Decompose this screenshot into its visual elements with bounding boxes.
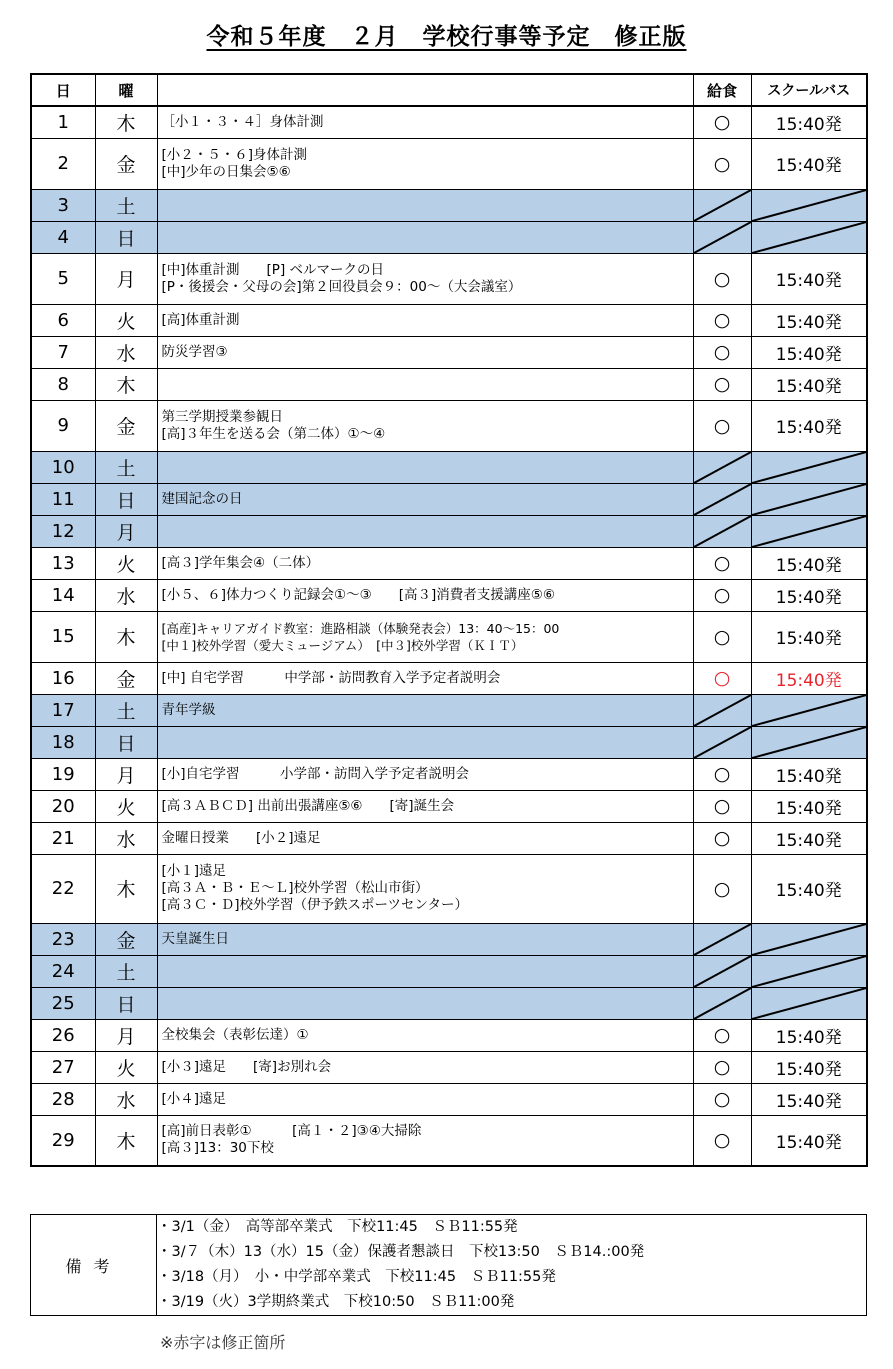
bus-departure: 15:40発 [751, 822, 867, 854]
schedule-row [31, 758, 867, 790]
diagonal-slash-icon [694, 727, 751, 758]
header-row [31, 74, 867, 106]
bus-none-slash [751, 955, 867, 987]
lunch-none-slash [693, 451, 751, 483]
event-cell [157, 923, 693, 955]
lunch-none-slash [693, 515, 751, 547]
event-line: [高]前日表彰① [高１・２]③④大掃除 [161, 1123, 422, 1140]
event-cell [157, 1115, 693, 1166]
schedule-row [31, 662, 867, 694]
lunch-mark: ○ [693, 579, 751, 611]
day-number: 27 [31, 1051, 95, 1083]
schedule-row [31, 368, 867, 400]
diagonal-slash-icon [752, 222, 867, 253]
event-cell [157, 726, 693, 758]
bus-none-slash [751, 694, 867, 726]
lunch-mark: ○ [693, 1115, 751, 1166]
day-number: 10 [31, 451, 95, 483]
schedule-row [31, 336, 867, 368]
day-number: 22 [31, 854, 95, 923]
event-line: 金曜日授業 [小２]遠足 [161, 829, 321, 846]
bus-departure: 15:40発 [751, 758, 867, 790]
weekday: 土 [95, 451, 157, 483]
day-number: 28 [31, 1083, 95, 1115]
schedule-row [31, 987, 867, 1019]
event-line: [小５、６]体力つくり記録会①～③ [高３]消費者支援講座⑤⑥ [161, 586, 555, 603]
schedule-row [31, 253, 867, 304]
bus-departure: 15:40発 [751, 1051, 867, 1083]
day-number: 5 [31, 253, 95, 304]
footnote: ※赤字は修正箇所 [160, 1333, 286, 1352]
lunch-mark: ○ [693, 253, 751, 304]
bus-departure: 15:40発 [751, 368, 867, 400]
weekday: 土 [95, 189, 157, 221]
event-cell [157, 451, 693, 483]
event-line: 建国記念の日 [161, 490, 243, 507]
lunch-mark: ○ [693, 1051, 751, 1083]
day-number: 12 [31, 515, 95, 547]
day-number: 7 [31, 336, 95, 368]
bus-departure: 15:40発 [751, 138, 867, 189]
event-line: [小]自宅学習 小学部・訪問入学予定者説明会 [161, 765, 470, 782]
bus-departure: 15:40発 [751, 1115, 867, 1166]
schedule-row [31, 854, 867, 923]
weekday: 月 [95, 758, 157, 790]
lunch-mark: ○ [693, 138, 751, 189]
event-cell [157, 758, 693, 790]
event-line: [小２・５・６]身体計測 [161, 146, 308, 163]
diagonal-slash-icon [752, 924, 867, 955]
header-weekday: 曜 [95, 74, 157, 106]
event-line: [中]体重計測 [P] ベルマークの日 [161, 261, 384, 278]
weekday: 木 [95, 106, 157, 138]
weekday: 金 [95, 923, 157, 955]
bus-departure: 15:40発 [751, 790, 867, 822]
lunch-none-slash [693, 694, 751, 726]
day-number: 26 [31, 1019, 95, 1051]
bus-departure: 15:40発 [751, 1083, 867, 1115]
diagonal-slash-icon [694, 988, 751, 1019]
bus-none-slash [751, 987, 867, 1019]
event-cell [157, 106, 693, 138]
diagonal-slash-icon [694, 452, 751, 483]
event-cell [157, 579, 693, 611]
schedule-row [31, 1019, 867, 1051]
lunch-mark: ○ [693, 368, 751, 400]
event-line: [中]少年の日集会⑤⑥ [161, 163, 291, 180]
event-cell [157, 304, 693, 336]
diagonal-slash-icon [694, 924, 751, 955]
event-cell [157, 694, 693, 726]
bus-departure: 15:40発 [751, 304, 867, 336]
bus-none-slash [751, 451, 867, 483]
lunch-mark: ○ [693, 758, 751, 790]
schedule-row [31, 221, 867, 253]
bus-none-slash [751, 189, 867, 221]
lunch-none-slash [693, 189, 751, 221]
event-cell [157, 790, 693, 822]
event-cell [157, 253, 693, 304]
schedule-row [31, 189, 867, 221]
day-number: 17 [31, 694, 95, 726]
lunch-mark: ○ [693, 400, 751, 451]
weekday: 火 [95, 547, 157, 579]
day-number: 18 [31, 726, 95, 758]
lunch-mark: ○ [693, 822, 751, 854]
event-line: [中１]校外学習（愛大ミュージアム） [中３]校外学習（ＫＩＴ） [161, 637, 524, 653]
schedule-row [31, 955, 867, 987]
weekday: 日 [95, 221, 157, 253]
remark-item: ・3/1（金） 高等部卒業式 下校11:45 ＳＢ11:55発 [157, 1219, 518, 1235]
lunch-mark: ○ [693, 106, 751, 138]
weekday: 木 [95, 854, 157, 923]
event-line: [高３Ａ・Ｂ・Ｅ～Ｌ]校外学習（松山市街） [161, 880, 429, 896]
event-line: [高３ＡＢＣＤ] 出前出張講座⑤⑥ [寄]誕生会 [161, 797, 455, 814]
day-number: 8 [31, 368, 95, 400]
schedule-row [31, 611, 867, 662]
remark-item: ・3/18（月） 小・中学部卒業式 下校11:45 ＳＢ11:55発 [157, 1269, 556, 1285]
day-number: 24 [31, 955, 95, 987]
day-number: 23 [31, 923, 95, 955]
event-cell [157, 483, 693, 515]
header-school-bus: スクールバス [751, 74, 867, 106]
bus-departure: 15:40発 [751, 253, 867, 304]
event-cell [157, 822, 693, 854]
diagonal-slash-icon [752, 988, 867, 1019]
event-line: ［小１・３・４］身体計測 [161, 113, 324, 130]
diagonal-slash-icon [752, 484, 867, 515]
weekday: 木 [95, 1115, 157, 1166]
event-cell [157, 955, 693, 987]
remarks-table [30, 1214, 867, 1316]
event-line: 天皇誕生日 [161, 930, 229, 947]
day-number: 1 [31, 106, 95, 138]
diagonal-slash-icon [752, 516, 867, 547]
day-number: 6 [31, 304, 95, 336]
weekday: 日 [95, 726, 157, 758]
event-cell [157, 515, 693, 547]
day-number: 9 [31, 400, 95, 451]
event-line: [高]３年生を送る会（第二体）①～④ [161, 425, 386, 442]
schedule-row [31, 694, 867, 726]
header-day: 日 [31, 74, 95, 106]
event-line: 第三学期授業参観日 [161, 408, 283, 425]
day-number: 29 [31, 1115, 95, 1166]
weekday: 日 [95, 987, 157, 1019]
schedule-row [31, 304, 867, 336]
event-line: 青年学級 [161, 701, 216, 718]
schedule-row [31, 138, 867, 189]
day-number: 4 [31, 221, 95, 253]
diagonal-slash-icon [694, 516, 751, 547]
bus-departure: 15:40発 [751, 662, 867, 694]
event-cell [157, 1051, 693, 1083]
lunch-mark: ○ [693, 336, 751, 368]
event-cell [157, 1083, 693, 1115]
bus-none-slash [751, 923, 867, 955]
weekday: 水 [95, 336, 157, 368]
weekday: 月 [95, 515, 157, 547]
weekday: 火 [95, 790, 157, 822]
bus-departure: 15:40発 [751, 400, 867, 451]
event-line: [高産]キャリアガイド教室：進路相談（体験発表会）13：40～15：00 [161, 620, 560, 636]
bus-departure: 15:40発 [751, 106, 867, 138]
weekday: 水 [95, 579, 157, 611]
event-cell [157, 368, 693, 400]
event-cell [157, 854, 693, 923]
lunch-mark: ○ [693, 1019, 751, 1051]
diagonal-slash-icon [752, 727, 867, 758]
event-cell [157, 221, 693, 253]
event-cell [157, 1019, 693, 1051]
schedule-table [30, 73, 868, 1167]
lunch-none-slash [693, 221, 751, 253]
day-number: 21 [31, 822, 95, 854]
diagonal-slash-icon [694, 956, 751, 987]
diagonal-slash-icon [752, 452, 867, 483]
bus-departure: 15:40発 [751, 1019, 867, 1051]
lunch-mark: ○ [693, 662, 751, 694]
schedule-body [31, 106, 867, 1166]
remarks-label: 備考 [31, 1215, 157, 1316]
page-title: 令和５年度 ２月 学校行事等予定 修正版 [206, 24, 687, 50]
event-line: [小４]遠足 [161, 1090, 227, 1107]
event-cell [157, 987, 693, 1019]
weekday: 金 [95, 138, 157, 189]
event-cell [157, 138, 693, 189]
schedule-row [31, 400, 867, 451]
lunch-mark: ○ [693, 304, 751, 336]
bus-departure: 15:40発 [751, 611, 867, 662]
day-number: 19 [31, 758, 95, 790]
lunch-none-slash [693, 955, 751, 987]
lunch-mark: ○ [693, 611, 751, 662]
event-line: [中] 自宅学習 中学部・訪問教育入学予定者説明会 [161, 669, 501, 686]
bus-none-slash [751, 221, 867, 253]
diagonal-slash-icon [752, 956, 867, 987]
bus-none-slash [751, 726, 867, 758]
schedule-row [31, 547, 867, 579]
weekday: 土 [95, 694, 157, 726]
remark-item: ・3/19（火）3学期終業式 下校10:50 ＳＢ11:00発 [157, 1294, 515, 1310]
lunch-mark: ○ [693, 547, 751, 579]
weekday: 木 [95, 368, 157, 400]
weekday: 火 [95, 304, 157, 336]
event-cell [157, 400, 693, 451]
schedule-row [31, 483, 867, 515]
lunch-none-slash [693, 923, 751, 955]
remark-item: ・3/７（木）13（水）15（金）保護者懇談日 下校13:50 ＳＢ14.:00発 [157, 1244, 645, 1260]
day-number: 3 [31, 189, 95, 221]
day-number: 11 [31, 483, 95, 515]
schedule-row [31, 515, 867, 547]
lunch-mark: ○ [693, 854, 751, 923]
bus-departure: 15:40発 [751, 336, 867, 368]
lunch-mark: ○ [693, 790, 751, 822]
weekday: 月 [95, 1019, 157, 1051]
lunch-mark: ○ [693, 1083, 751, 1115]
schedule-row [31, 726, 867, 758]
schedule-row [31, 923, 867, 955]
weekday: 火 [95, 1051, 157, 1083]
day-number: 13 [31, 547, 95, 579]
event-line: [高３]13：30下校 [161, 1140, 274, 1157]
event-cell [157, 547, 693, 579]
weekday: 金 [95, 400, 157, 451]
day-number: 16 [31, 662, 95, 694]
event-line: [P・後援会・父母の会]第２回役員会９：00～（大会議室） [161, 278, 522, 295]
schedule-row [31, 451, 867, 483]
bus-departure: 15:40発 [751, 547, 867, 579]
day-number: 14 [31, 579, 95, 611]
weekday: 水 [95, 1083, 157, 1115]
diagonal-slash-icon [694, 484, 751, 515]
weekday: 水 [95, 822, 157, 854]
remarks-body [157, 1215, 867, 1316]
event-cell [157, 611, 693, 662]
lunch-none-slash [693, 483, 751, 515]
lunch-none-slash [693, 726, 751, 758]
diagonal-slash-icon [752, 695, 867, 726]
day-number: 20 [31, 790, 95, 822]
diagonal-slash-icon [694, 695, 751, 726]
day-number: 2 [31, 138, 95, 189]
schedule-row [31, 1051, 867, 1083]
weekday: 金 [95, 662, 157, 694]
weekday: 日 [95, 483, 157, 515]
header-events [157, 74, 693, 106]
schedule-row [31, 579, 867, 611]
schedule-row [31, 106, 867, 138]
day-number: 15 [31, 611, 95, 662]
bus-none-slash [751, 483, 867, 515]
schedule-row [31, 822, 867, 854]
event-cell [157, 189, 693, 221]
event-cell [157, 662, 693, 694]
event-cell [157, 336, 693, 368]
weekday: 月 [95, 253, 157, 304]
event-line: [高]体重計測 [161, 311, 240, 328]
schedule-row [31, 1083, 867, 1115]
weekday: 木 [95, 611, 157, 662]
event-line: [小３]遠足 [寄]お別れ会 [161, 1058, 332, 1075]
lunch-none-slash [693, 987, 751, 1019]
event-line: 全校集会（表彰伝達）① [161, 1026, 309, 1043]
schedule-row [31, 1115, 867, 1166]
bus-departure: 15:40発 [751, 854, 867, 923]
bus-none-slash [751, 515, 867, 547]
diagonal-slash-icon [752, 190, 867, 221]
event-line: 防災学習③ [161, 343, 228, 360]
diagonal-slash-icon [694, 222, 751, 253]
bus-departure: 15:40発 [751, 579, 867, 611]
day-number: 25 [31, 987, 95, 1019]
schedule-row [31, 790, 867, 822]
header-lunch: 給食 [693, 74, 751, 106]
event-line: [高３]学年集会④（二体） [161, 554, 320, 571]
weekday: 土 [95, 955, 157, 987]
event-line: [小１]遠足 [161, 863, 227, 879]
event-line: [高３Ｃ・Ｄ]校外学習（伊予鉄スポーツセンター） [161, 897, 468, 913]
diagonal-slash-icon [694, 190, 751, 221]
